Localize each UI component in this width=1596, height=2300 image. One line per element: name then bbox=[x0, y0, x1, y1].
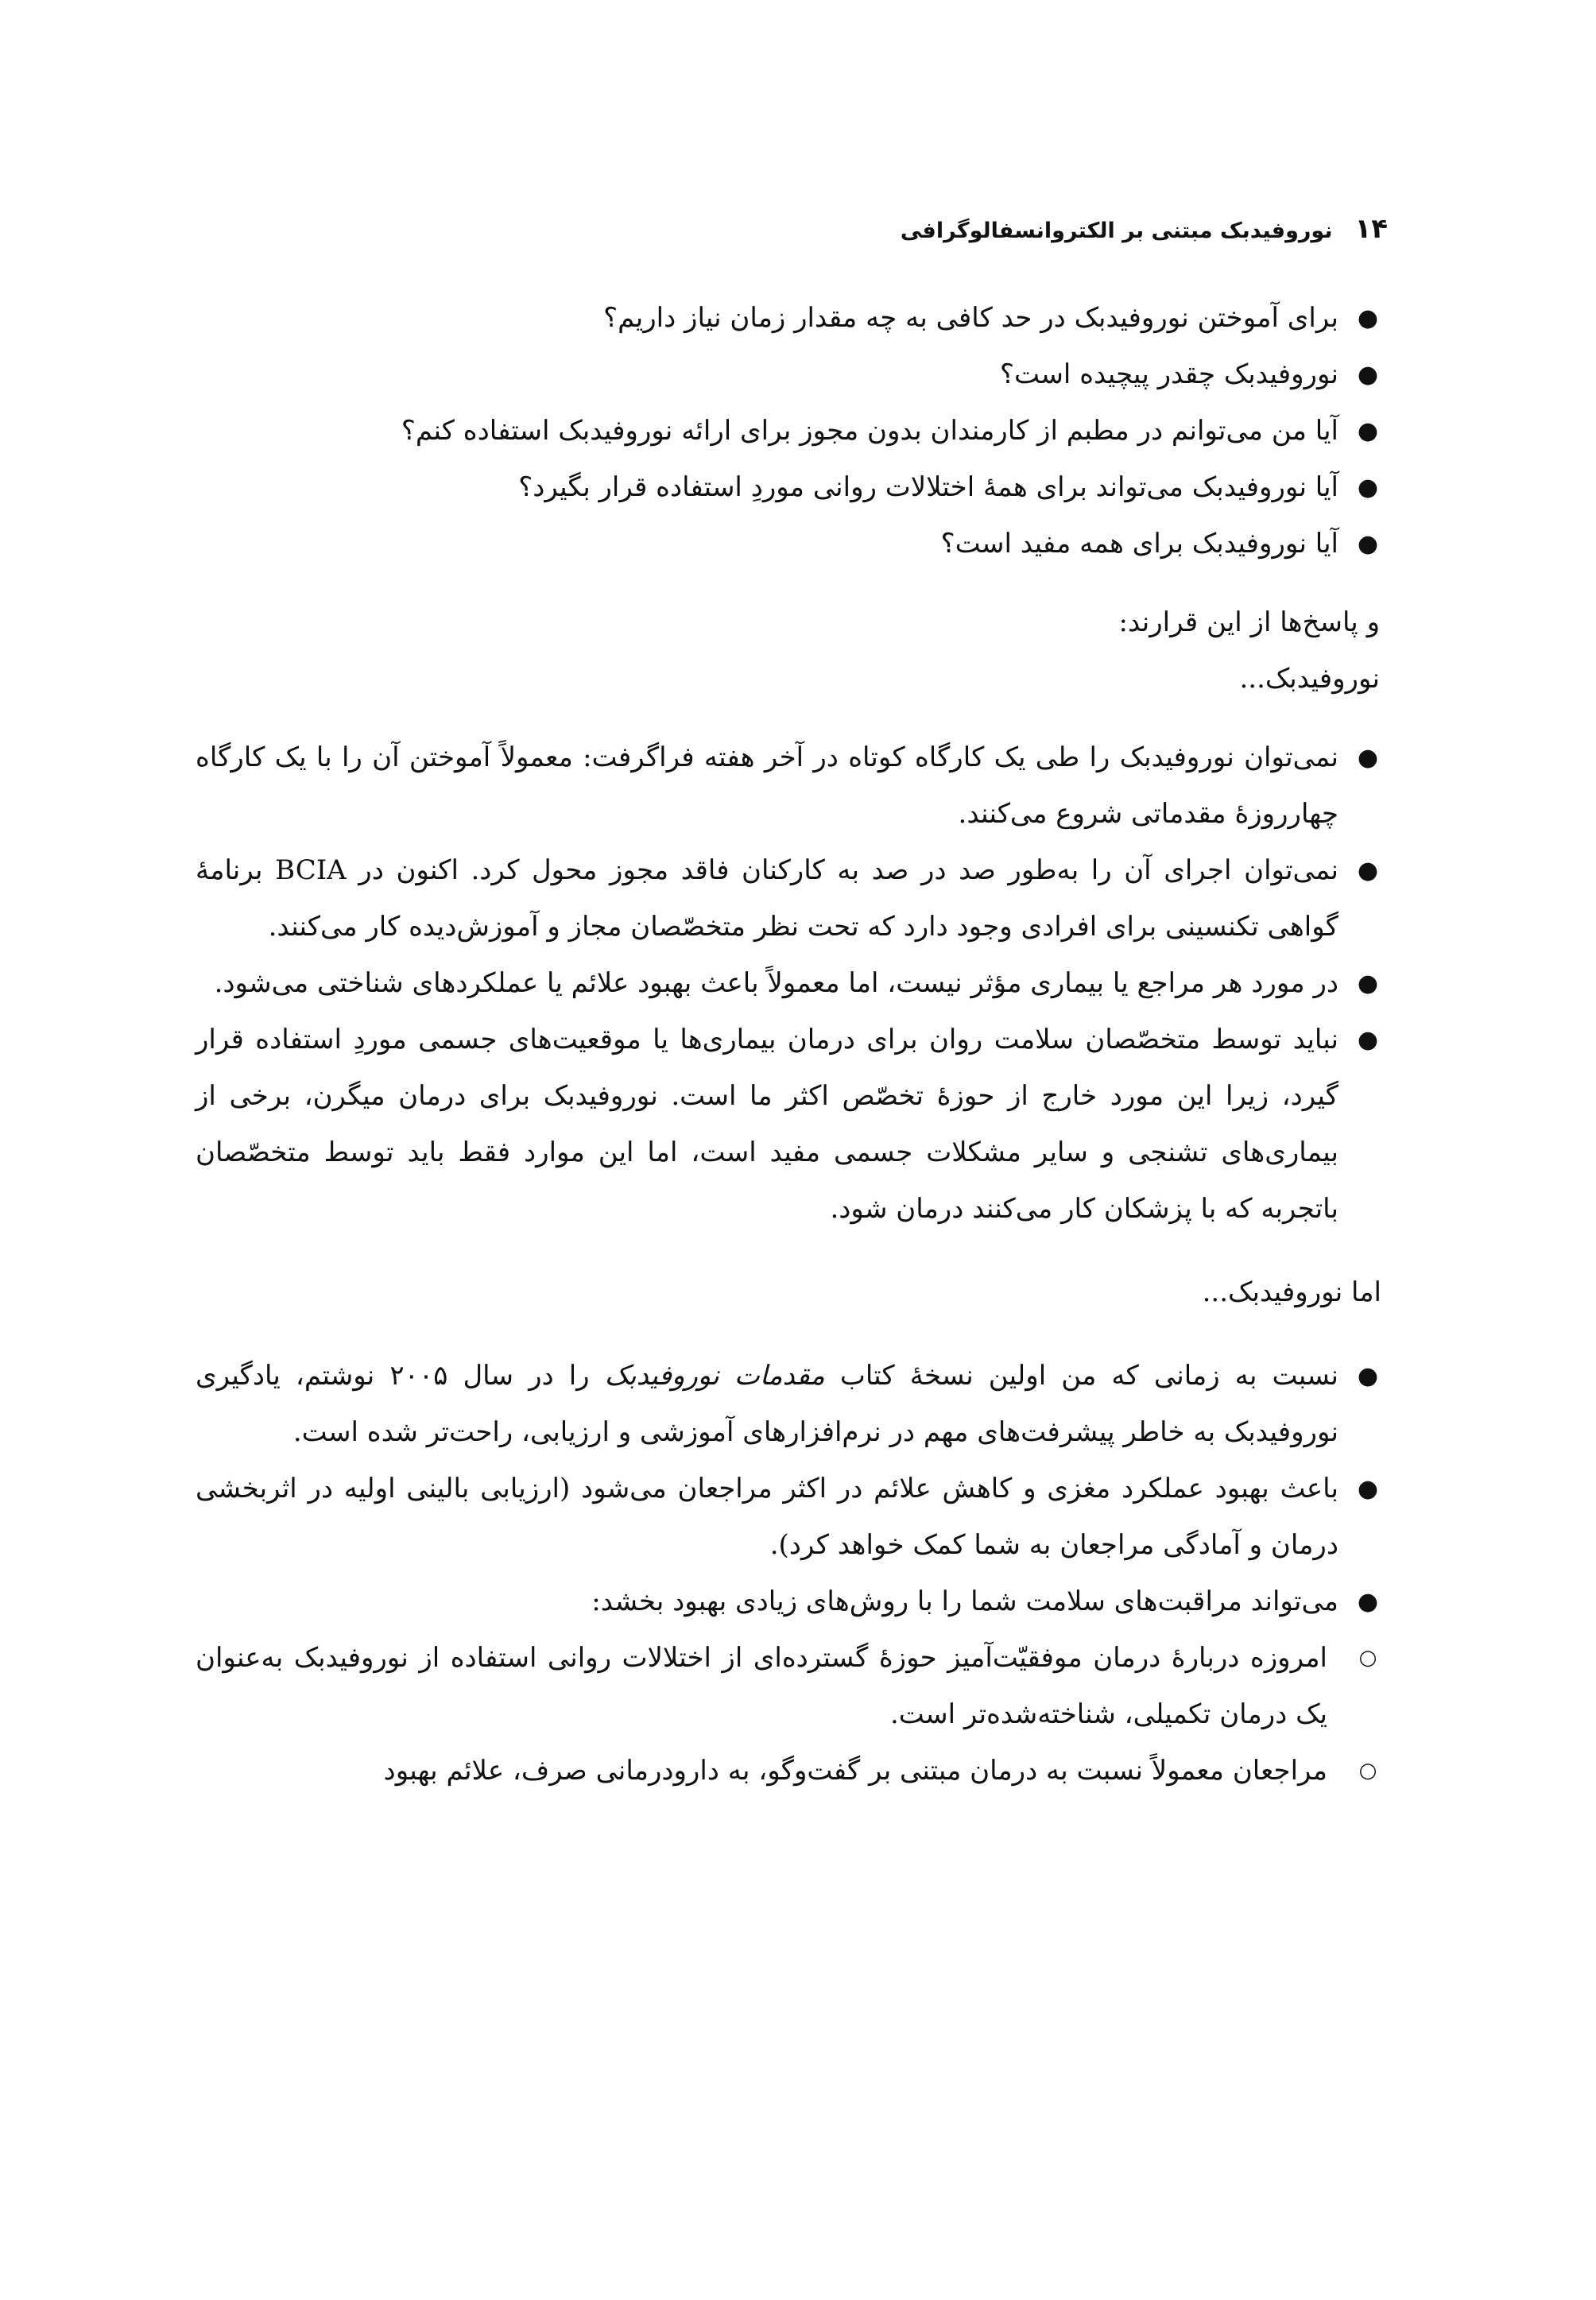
bullet-icon: ● bbox=[1357, 361, 1379, 389]
sub-list-item: ○ امروزه دربارهٔ درمان موفقیّت‌آمیز حوزهٔ گسترده‌ای از اختلالات روانی استفاده از نوروفیدبک به‌عنوان یک درمان تکمیلی، شناخته‌شده‌تر است. bbox=[196, 1630, 1380, 1743]
bullet-icon: ● bbox=[1357, 1026, 1379, 1054]
bullet-icon: ● bbox=[1357, 744, 1379, 772]
circle-bullet-icon: ○ bbox=[1358, 1646, 1377, 1670]
book-title: مقدمات نوروفیدبک bbox=[604, 1360, 825, 1392]
list-item: ● آیا من می‌توانم در مطبم از کارمندان بدون مجوز برای ارائه نوروفیدبک استفاده کنم؟ bbox=[196, 403, 1380, 459]
bullet-icon: ● bbox=[1357, 1475, 1379, 1503]
bullet-icon: ● bbox=[1357, 857, 1379, 885]
list-item: ● باعث بهبود عملکرد مغزی و کاهش علائم در اکثر مراجعان می‌شود (ارزیابی بالینی اولیه در اثربخشی درمان و آمادگی مراجعان به شما کمک خواهد کرد). bbox=[196, 1461, 1380, 1574]
list-item: ● نوروفیدبک چقدر پیچیده است؟ bbox=[196, 347, 1380, 403]
list-item: ● نمی‌توان اجرای آن را به‌طور صد در صد به کارکنان فاقد مجوز محول کرد. اکنون در BCIA برنامهٔ گواهی تکنسینی برای افرادی وجود دارد که تحت نظر متخصّصان مجاز و آموزش‌دیده کار می‌کنند. bbox=[196, 842, 1380, 955]
answers-intro: و پاسخ‌ها از این قرارند: bbox=[1118, 606, 1380, 638]
sub-list-item: ○ مراجعان معمولاً نسبت به درمان مبتنی بر گفت‌وگو، به دارودرمانی صرف، علائم بهبود bbox=[196, 1743, 1380, 1799]
page-body bbox=[196, 290, 1380, 1799]
list-item: ● نمی‌توان نوروفیدبک را طی یک کارگاه کوتاه در آخر هفته فراگرفت: معمولاً آموختن آن را با یک کارگاه چهارروزهٔ مقدماتی شروع می‌کنند. bbox=[196, 730, 1380, 842]
list-item: ● آیا نوروفیدبک برای همه مفید است؟ bbox=[196, 516, 1380, 572]
however-list bbox=[196, 1348, 1380, 1799]
list-item: ● نسبت به زمانی که من اولین نسخهٔ کتاب مقدمات نوروفیدبک را در سال ۲۰۰۵ نوشتم، یادگیری نوروفیدبک به خاطر پیشرفت‌های مهم در نرم‌افزارهای آموزشی و ارزیابی، راحت‌تر شده است. bbox=[196, 1348, 1380, 1461]
list-item: ● در مورد هر مراجع یا بیماری مؤثر نیست، اما معمولاً باعث بهبود علائم یا عملکردهای شناختی می‌شود. bbox=[196, 955, 1380, 1012]
running-header bbox=[513, 213, 1388, 245]
questions-list bbox=[196, 290, 1380, 572]
bullet-icon: ● bbox=[1357, 530, 1379, 558]
answers-lead: نوروفیدبک... bbox=[1239, 663, 1380, 695]
however-lead: اما نوروفیدبک... bbox=[1202, 1276, 1381, 1308]
list-item: ● برای آموختن نوروفیدبک در حد کافی به چه مقدار زمان نیاز داریم؟ bbox=[196, 290, 1380, 347]
bullet-icon: ● bbox=[1357, 970, 1379, 997]
bullet-icon: ● bbox=[1357, 417, 1379, 445]
list-item: ● می‌تواند مراقبت‌های سلامت شما را با روش‌های زیادی بهبود بخشد: bbox=[196, 1574, 1380, 1630]
list-item: ● آیا نوروفیدبک می‌تواند برای همهٔ اختلالات روانی موردِ استفاده قرار بگیرد؟ bbox=[196, 459, 1380, 516]
bullet-icon: ● bbox=[1357, 1362, 1379, 1390]
page-number: ۱۴ bbox=[1354, 213, 1388, 245]
circle-bullet-icon: ○ bbox=[1358, 1759, 1377, 1783]
bullet-icon: ● bbox=[1357, 474, 1379, 501]
chapter-title: نوروفیدبک مبتنی بر الکتروانسفالوگرافی bbox=[900, 219, 1333, 243]
list-item: ● نباید توسط متخصّصان سلامت روان برای درمان بیماری‌ها یا موقعیت‌های جسمی موردِ استفاده قرار گیرد، زیرا این مورد خارج از حوزهٔ تخصّص اکثر ما است. نوروفیدبک برای درمان میگرن، برخی از بیماری‌های تشنجی و سایر مشکلات جسمی مفید است، اما این موارد فقط باید توسط متخصّصان باتجربه که با پزشکان کار می‌کنند درمان شود. bbox=[196, 1012, 1380, 1237]
bullet-icon: ● bbox=[1357, 304, 1379, 332]
answers-list bbox=[196, 730, 1380, 1237]
bullet-icon: ● bbox=[1357, 1588, 1379, 1616]
